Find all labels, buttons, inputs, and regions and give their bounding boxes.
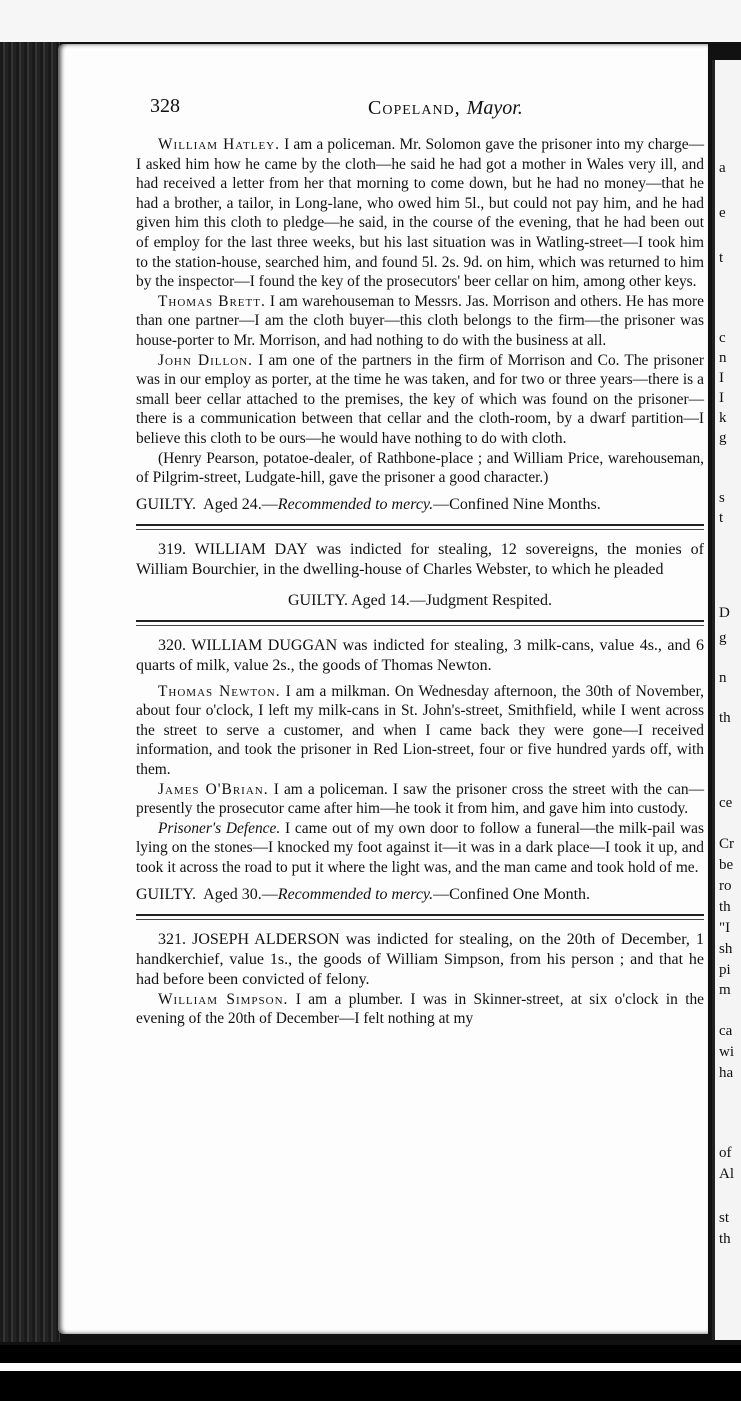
facing-fragment: n xyxy=(719,350,727,366)
facing-page-edge xyxy=(712,60,741,1340)
section-divider xyxy=(136,914,704,916)
case-number: 319. xyxy=(158,540,186,558)
facing-fragment: Cr xyxy=(719,836,734,852)
testimony-paragraph xyxy=(136,135,704,292)
facing-fragment: D xyxy=(719,605,730,621)
testimony-text: I am one of the partners in the firm of Morrison and Co. The prisoner was in our employ as porter, at the time he was taken, and for two or three years—there is a small beer cellar attached to the premises, the key of which was found on the prisoner—there is a communication between that cellar and the cloth-room, by a dwarf partition—I believe this cloth to be ours—he would have nothing to do with cloth. xyxy=(136,351,704,447)
facing-fragment: ha xyxy=(719,1065,734,1081)
facing-fragment: sh xyxy=(719,941,733,957)
testimony-paragraph xyxy=(136,990,704,1029)
witness-name: William Simpson. xyxy=(158,990,289,1008)
verdict-label: GUILTY. xyxy=(136,885,197,903)
section-divider xyxy=(136,620,704,622)
testimony-text: I am a policeman. Mr. Solomon gave the prisoner into my charge—I asked him how he came by the cloth—he said he had got a mother in Wales very ill, and had received a letter from her that morning to come down, but he had no money—that he had a brother, a tailor, in Long-lane, who owed him 5l., but could not pay him, and he had given him this cloth to pledge—he said, in the course of the evening, that he had been out of employ for the last three weeks, but his last situation was in Watling-street—I took him to the station-house, searched him, and found 5l. 2s. 9d. on him, which was returned to him by the inspector—I found the key of the prosecutors' beer cellar on him, among other keys. xyxy=(136,136,704,291)
section-divider xyxy=(136,625,704,626)
facing-fragment: st xyxy=(719,1210,730,1226)
facing-fragment: ca xyxy=(719,1023,733,1039)
facing-fragment: ce xyxy=(719,795,733,811)
facing-fragment: of xyxy=(719,1145,732,1161)
facing-fragment: e xyxy=(719,205,726,221)
verdict-recommendation: Recommended to mercy. xyxy=(277,885,434,903)
witness-name: Thomas Brett. xyxy=(158,292,266,310)
verdict-sentence: —Confined One Month. xyxy=(433,885,591,903)
facing-fragment: k xyxy=(719,410,727,426)
facing-fragment: c xyxy=(719,330,726,346)
testimony-text: I am a milkman. On Wednesday afternoon, the 30th of November, about four o'clock, I left my milk-cans in St. John's-street, Smithfield, while I went across the street to serve a customer, and when I came back they were gone—I received information, and took the prisoner in Red Lion-street, four or five hundred yards off, with them. xyxy=(136,682,704,779)
case-heading xyxy=(136,540,704,580)
facing-fragment: pi xyxy=(719,962,731,978)
defence-label: Prisoner's Defence. xyxy=(158,819,281,837)
case-heading xyxy=(136,930,704,990)
facing-fragment: g xyxy=(719,630,727,646)
case-heading xyxy=(136,636,704,676)
verdict-label: GUILTY. xyxy=(136,495,197,513)
facing-fragment: th xyxy=(719,710,731,726)
facing-fragment: a xyxy=(719,160,726,176)
indictment-text: was indicted for stealing, 12 sovereigns, the monies of William Bourchier, in the dwelling-house of Charles Webster, to which he pleaded xyxy=(136,540,705,578)
witness-name: William Hatley. xyxy=(158,136,280,153)
scan-top-margin xyxy=(0,0,741,42)
verdict-age: Aged 30.— xyxy=(203,885,278,903)
defence-paragraph xyxy=(136,819,704,878)
section-divider xyxy=(136,524,704,526)
testimony-text: I am a policeman. I saw the prisoner cross the street with the can—presently the prosecutor came after him—he took it from him, and gave him into custody. xyxy=(136,780,704,818)
running-head-title: Mayor. xyxy=(466,97,523,119)
facing-fragment: th xyxy=(719,899,731,915)
facing-fragment: ro xyxy=(719,878,732,894)
facing-fragment: n xyxy=(719,670,727,686)
testimony-paragraph xyxy=(136,292,704,351)
testimony-paragraph xyxy=(136,351,704,449)
indictment-text: was indicted for stealing, 3 milk-cans, value 4s., and 6 quarts of milk, value 2s., the goods of Thomas Newton. xyxy=(136,636,705,674)
witness-name: John Dillon. xyxy=(158,351,253,369)
testimony-paragraph xyxy=(136,682,704,780)
facing-fragment: m xyxy=(719,982,731,998)
running-head-name: Copeland, xyxy=(368,97,461,119)
page-content xyxy=(136,95,704,1029)
defendant-name: JOSEPH ALDERSON xyxy=(192,930,340,948)
testimony-paragraph xyxy=(136,780,704,819)
facing-fragment: I xyxy=(719,370,724,386)
verdict-sentence: —Confined Nine Months. xyxy=(433,495,601,513)
facing-fragment: be xyxy=(719,857,734,873)
section-divider xyxy=(136,919,704,920)
book-spine xyxy=(0,42,60,1342)
page-edge-line xyxy=(0,1363,741,1371)
verdict-age: Aged 24.— xyxy=(203,495,278,513)
verdict-line xyxy=(136,494,704,516)
testimony-text: I am a plumber. I was in Skinner-street, at six o'clock in the evening of the 20th of December—I felt nothing at my xyxy=(136,990,704,1028)
defendant-name: WILLIAM DAY xyxy=(194,540,308,558)
facing-fragment: "I xyxy=(719,920,731,936)
verdict-line: GUILTY. Aged 14.—Judgment Respited. xyxy=(288,591,552,609)
facing-fragment: I xyxy=(719,390,724,406)
case-number: 320. xyxy=(158,636,186,654)
character-note: (Henry Pearson, potatoe-dealer, of Rathbone-place ; and William Price, warehouseman, of Pilgrim-street, Ludgate-hill, gave the prisoner a good character.) xyxy=(136,449,704,487)
facing-fragment: g xyxy=(719,430,727,446)
facing-fragment: Al xyxy=(719,1166,734,1182)
testimony-text: I am warehouseman to Messrs. Jas. Morrison and others. He has more than one partner—I am the cloth buyer—this cloth belongs to the firm—the prisoner was house-porter to Mr. Morrison, and had nothing to do with the business at all. xyxy=(136,292,704,349)
facing-fragment: th xyxy=(719,1231,731,1247)
facing-fragment: t xyxy=(719,250,724,266)
defendant-name: WILLIAM DUGGAN xyxy=(191,636,338,654)
verdict-recommendation: Recommended to mercy. xyxy=(277,495,434,513)
scan-bottom-band xyxy=(0,1345,741,1401)
page-number: 328 xyxy=(150,95,180,117)
facing-fragment: t xyxy=(719,510,724,526)
running-head xyxy=(368,97,523,120)
case-number: 321. xyxy=(158,930,186,948)
verdict-line xyxy=(136,884,704,906)
facing-fragment: s xyxy=(719,490,725,506)
defence-text: I came out of my own door to follow a funeral—the milk-pail was lying on the stones—I knocked my foot against it—it was in a dark place—I took it up, and took it across the road to put it where the light was, and the man came and took hold of me. xyxy=(136,819,704,877)
indictment-text: was indicted for stealing, on the 20th of December, 1 handkerchief, value 1s., the goods of William Simpson, from his person ; and that he had before been convicted of felony. xyxy=(136,930,705,988)
section-divider xyxy=(136,529,704,530)
witness-name: James O'Brian. xyxy=(158,780,269,798)
witness-name: Thomas Newton. xyxy=(158,682,281,700)
facing-fragment: wi xyxy=(719,1044,734,1060)
page-header xyxy=(136,95,704,135)
